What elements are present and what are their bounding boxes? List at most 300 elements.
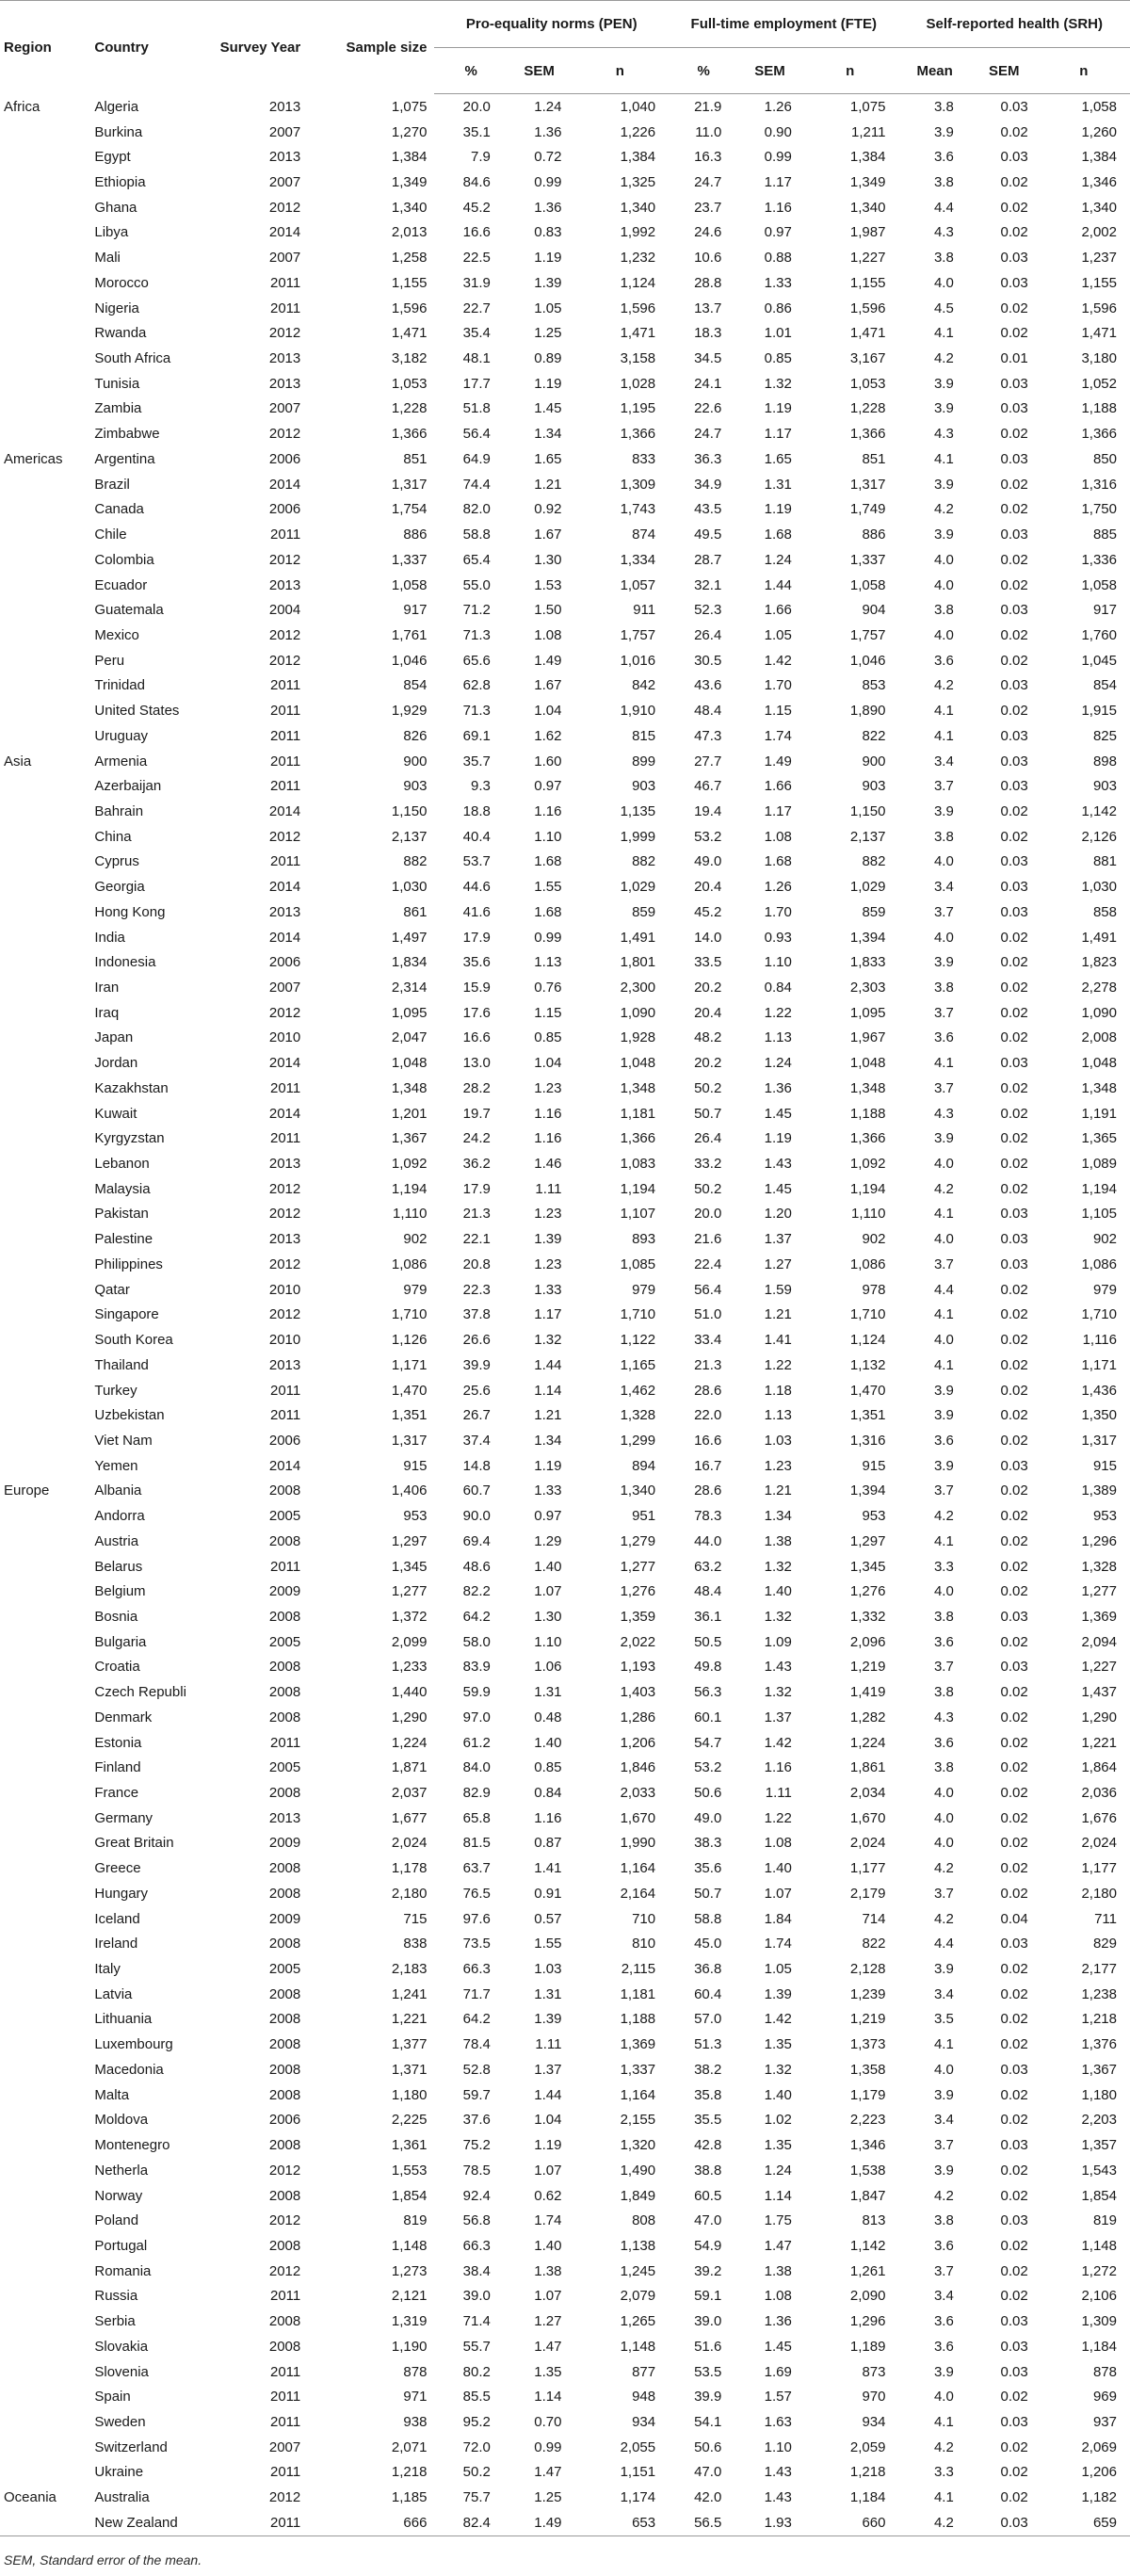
cell-region: [0, 2007, 94, 2033]
cell-fte-sem: 1.74: [764, 727, 792, 744]
cell-survey-year: 2007: [268, 174, 301, 191]
table-row: [0, 220, 1130, 246]
cell-fte-pct: 39.9: [694, 2389, 722, 2406]
cell-country: Finland: [94, 1759, 141, 1776]
cell-sample-size: 1,258: [391, 250, 428, 267]
cell-fte-sem: 1.68: [764, 853, 792, 870]
cell-sample-size: 882: [403, 853, 428, 870]
cell-survey-year: 2007: [268, 123, 301, 140]
cell-fte-sem: 1.42: [764, 1734, 792, 1751]
cell-fte-pct: 39.2: [694, 2262, 722, 2279]
cell-pen-pct: 80.2: [462, 2363, 491, 2380]
cell-srh-n: 1,854: [1081, 2187, 1117, 2204]
table-row: [0, 1303, 1130, 1328]
cell-region: Oceania: [4, 2489, 56, 2506]
cell-pen-n: 948: [632, 2389, 656, 2406]
cell-fte-pct: 39.0: [694, 2313, 722, 2330]
cell-srh-n: 903: [1092, 778, 1117, 795]
cell-fte-sem: 1.43: [764, 2464, 792, 2481]
cell-srh-n: 1,864: [1081, 1759, 1117, 1776]
cell-fte-sem: 1.21: [764, 1482, 792, 1499]
cell-fte-pct: 27.7: [694, 753, 722, 770]
cell-fte-n: 1,297: [849, 1532, 886, 1549]
cell-srh-mean: 4.0: [933, 853, 954, 870]
cell-srh-n: 1,184: [1081, 2338, 1117, 2355]
cell-country: Luxembourg: [94, 2036, 173, 2053]
cell-survey-year: 2009: [268, 1583, 301, 1600]
cell-fte-sem: 1.40: [764, 1583, 792, 1600]
cell-pen-pct: 31.9: [462, 274, 491, 291]
cell-fte-sem: 1.47: [764, 2237, 792, 2254]
cell-srh-sem: 0.03: [1000, 2137, 1028, 2154]
cell-region: [0, 547, 94, 573]
cell-fte-n: 1,227: [849, 250, 886, 267]
cell-fte-sem: 1.42: [764, 2011, 792, 2028]
cell-survey-year: 2008: [268, 2137, 301, 2154]
cell-fte-n: 1,749: [849, 501, 886, 518]
cell-srh-mean: 4.2: [933, 501, 954, 518]
cell-sample-size: 1,277: [391, 1583, 428, 1600]
cell-sample-size: 1,440: [391, 1684, 428, 1701]
cell-pen-n: 2,033: [620, 1785, 656, 1802]
table-row: [0, 1126, 1130, 1151]
cell-fte-n: 1,228: [849, 400, 886, 417]
cell-srh-sem: 0.03: [1000, 2363, 1028, 2380]
cell-srh-mean: 3.9: [933, 1407, 954, 1424]
cell-fte-pct: 48.4: [694, 1583, 722, 1600]
cell-country: Austria: [94, 1532, 139, 1549]
cell-sample-size: 1,110: [392, 1206, 428, 1223]
cell-country: Ecuador: [94, 576, 148, 593]
cell-survey-year: 2013: [268, 576, 301, 593]
cell-pen-pct: 41.6: [462, 903, 491, 920]
cell-country: Thailand: [94, 1356, 149, 1373]
cell-srh-mean: 4.0: [933, 551, 954, 568]
cell-region: [0, 1000, 94, 1026]
cell-fte-pct: 42.8: [694, 2137, 722, 2154]
cell-pen-n: 1,040: [620, 98, 656, 115]
cell-pen-n: 1,048: [620, 1055, 656, 1072]
cell-srh-n: 1,290: [1081, 1709, 1117, 1725]
cell-pen-sem: 1.53: [534, 576, 562, 593]
cell-sample-size: 1,384: [391, 149, 428, 166]
cell-fte-pct: 34.5: [694, 350, 722, 367]
cell-region: [0, 1579, 94, 1604]
cell-srh-n: 1,148: [1081, 2237, 1117, 2254]
cell-pen-sem: 0.76: [534, 980, 562, 996]
cell-srh-mean: 3.7: [933, 1256, 954, 1272]
cell-fte-n: 1,987: [849, 224, 886, 241]
cell-survey-year: 2014: [268, 1105, 301, 1122]
cell-pen-sem: 0.99: [534, 2438, 562, 2455]
cell-fte-pct: 33.5: [694, 954, 722, 971]
cell-srh-n: 1,389: [1081, 1482, 1117, 1499]
cell-fte-sem: 0.99: [764, 149, 792, 166]
cell-pen-n: 1,174: [620, 2489, 656, 2506]
cell-country: Cyprus: [94, 853, 139, 870]
cell-region: [0, 421, 94, 446]
cell-pen-sem: 0.97: [534, 778, 562, 795]
cell-pen-n: 1,348: [620, 1079, 656, 1096]
cell-country: Sweden: [94, 2413, 146, 2430]
cell-srh-sem: 0.01: [1000, 350, 1028, 367]
cell-pen-sem: 1.33: [534, 1281, 562, 1298]
cell-srh-n: 1,366: [1081, 426, 1117, 443]
cell-sample-size: 2,137: [391, 828, 428, 845]
cell-fte-n: 1,316: [849, 1432, 886, 1449]
cell-fte-pct: 38.3: [694, 1835, 722, 1852]
cell-srh-sem: 0.03: [1000, 450, 1028, 467]
cell-pen-n: 1,801: [620, 954, 656, 971]
cell-pen-pct: 75.2: [462, 2137, 491, 2154]
cell-fte-n: 1,029: [849, 879, 886, 896]
cell-fte-pct: 22.0: [694, 1407, 722, 1424]
cell-country: Mali: [94, 250, 121, 267]
cell-pen-sem: 1.50: [534, 602, 562, 619]
cell-pen-pct: 71.3: [462, 703, 491, 720]
cell-sample-size: 1,337: [391, 551, 428, 568]
cell-pen-pct: 28.2: [462, 1079, 491, 1096]
cell-srh-n: 1,369: [1081, 1608, 1117, 1625]
cell-fte-pct: 50.2: [694, 1079, 722, 1096]
cell-srh-n: 2,106: [1081, 2288, 1117, 2305]
table-row: [0, 1076, 1130, 1101]
cell-sample-size: 1,348: [391, 1079, 428, 1096]
cell-sample-size: 3,182: [391, 350, 428, 367]
cell-survey-year: 2011: [269, 853, 301, 870]
cell-fte-sem: 1.20: [764, 1206, 792, 1223]
cell-fte-n: 1,861: [849, 1759, 886, 1776]
cell-srh-sem: 0.02: [1000, 1583, 1028, 1600]
cell-srh-n: 1,206: [1081, 2464, 1117, 2481]
table-row: [0, 2259, 1130, 2284]
cell-fte-n: 1,046: [849, 652, 886, 669]
cell-sample-size: 2,183: [391, 1961, 428, 1978]
cell-region: [0, 1956, 94, 1982]
cell-srh-sem: 0.02: [1000, 1079, 1028, 1096]
cell-srh-mean: 3.6: [933, 149, 954, 166]
cell-pen-pct: 18.8: [462, 802, 491, 819]
cell-survey-year: 2011: [269, 727, 301, 744]
cell-fte-n: 1,967: [849, 1029, 886, 1046]
cell-fte-pct: 20.4: [694, 879, 722, 896]
cell-sample-size: 1,471: [391, 325, 428, 342]
cell-pen-n: 874: [632, 527, 656, 543]
cell-pen-sem: 1.29: [534, 1532, 562, 1549]
cell-fte-n: 934: [862, 2413, 886, 2430]
cell-fte-pct: 49.8: [694, 1659, 722, 1676]
cell-pen-n: 1,122: [620, 1332, 656, 1349]
cell-sample-size: 2,225: [391, 2112, 428, 2129]
cell-fte-pct: 20.2: [694, 980, 722, 996]
cell-pen-n: 1,491: [620, 929, 656, 946]
table-row: [0, 597, 1130, 623]
table-row: [0, 1226, 1130, 1252]
cell-fte-sem: 1.19: [764, 1130, 792, 1147]
cell-region: [0, 1806, 94, 1831]
cell-pen-n: 2,115: [621, 1961, 656, 1978]
cell-survey-year: 2011: [269, 753, 301, 770]
cell-survey-year: 2014: [268, 879, 301, 896]
cell-srh-n: 1,365: [1081, 1130, 1117, 1147]
cell-fte-sem: 1.38: [764, 1532, 792, 1549]
cell-fte-sem: 1.24: [764, 1055, 792, 1072]
cell-pen-sem: 1.07: [534, 2162, 562, 2179]
cell-srh-mean: 3.8: [933, 828, 954, 845]
cell-fte-sem: 1.93: [738, 2510, 801, 2535]
cell-srh-mean: 3.6: [933, 2237, 954, 2254]
cell-sample-size: 1,233: [391, 1659, 428, 1676]
cell-srh-sem: 0.02: [1000, 1809, 1028, 1826]
cell-pen-sem: 1.17: [534, 1306, 562, 1323]
cell-fte-pct: 33.2: [694, 1156, 722, 1173]
cell-fte-sem: 0.90: [764, 123, 792, 140]
cell-pen-pct: 22.7: [462, 300, 491, 316]
cell-fte-pct: 38.2: [694, 2061, 722, 2078]
cell-fte-pct: 53.2: [694, 828, 722, 845]
table-body: [0, 94, 1130, 2536]
cell-fte-pct: 45.2: [694, 903, 722, 920]
cell-srh-n: 1,710: [1081, 1306, 1117, 1323]
cell-region: [0, 245, 94, 270]
cell-survey-year: 2007: [268, 400, 301, 417]
cell-country: Serbia: [94, 2313, 136, 2330]
cell-pen-sem: 1.16: [534, 1105, 562, 1122]
cell-survey-year: 2008: [268, 1482, 301, 1499]
cell-srh-mean: 4.3: [933, 1105, 954, 1122]
cell-sample-size: 1,367: [391, 1130, 428, 1147]
cell-country: Zambia: [94, 400, 142, 417]
cell-region: [0, 1126, 94, 1151]
cell-fte-pct: 28.7: [694, 551, 722, 568]
cell-sample-size: 979: [403, 1281, 428, 1298]
cell-region: [0, 1151, 94, 1176]
cell-fte-n: 1,890: [849, 703, 886, 720]
cell-fte-sem: 1.19: [764, 400, 792, 417]
cell-fte-pct: 21.3: [694, 1356, 722, 1373]
cell-srh-sem: 0.03: [1000, 1608, 1028, 1625]
cell-srh-n: 1,177: [1081, 1860, 1117, 1877]
cell-srh-mean: 3.9: [933, 802, 954, 819]
cell-country: France: [94, 1785, 139, 1802]
cell-pen-pct: 58.0: [462, 1633, 491, 1650]
cell-srh-mean: 3.7: [933, 1482, 954, 1499]
cell-region: Europe: [4, 1482, 50, 1499]
cell-pen-pct: 26.6: [462, 1332, 491, 1349]
cell-pen-n: 1,320: [620, 2137, 656, 2154]
cell-srh-mean: 3.7: [933, 2262, 954, 2279]
table-row: [0, 1026, 1130, 1051]
table-row: [0, 2208, 1130, 2233]
cell-survey-year: 2014: [268, 929, 301, 946]
cell-srh-sem: 0.02: [1000, 2086, 1028, 2103]
cell-sample-size: 1,754: [391, 501, 428, 518]
cell-srh-mean: 4.0: [933, 1809, 954, 1826]
cell-region: [0, 2208, 94, 2233]
cell-sample-size: 2,013: [391, 224, 428, 241]
cell-pen-sem: 1.07: [534, 1583, 562, 1600]
cell-region: [0, 220, 94, 246]
table-row: [0, 1629, 1130, 1655]
cell-fte-pct: 49.0: [694, 853, 722, 870]
cell-srh-mean: 3.9: [933, 1457, 954, 1474]
cell-fte-n: 1,373: [849, 2036, 886, 2053]
header-sample-size: Sample size: [308, 1, 434, 94]
cell-srh-sem: 0.02: [1000, 2112, 1028, 2129]
cell-srh-sem: 0.03: [1000, 903, 1028, 920]
cell-fte-n: 1,188: [849, 1105, 886, 1122]
table-row: [0, 2460, 1130, 2486]
cell-region: [0, 799, 94, 824]
cell-region: [0, 1428, 94, 1453]
table-row: [0, 1529, 1130, 1554]
table-row: [0, 1402, 1130, 1428]
cell-pen-n: 833: [632, 450, 656, 467]
cell-pen-pct: 83.9: [462, 1659, 491, 1676]
cell-pen-sem: 0.97: [534, 1508, 562, 1525]
cell-fte-sem: 1.10: [764, 2438, 792, 2455]
cell-fte-sem: 1.32: [764, 375, 792, 392]
cell-srh-sem: 0.02: [1000, 1508, 1028, 1525]
cell-srh-sem: 0.02: [1000, 1734, 1028, 1751]
cell-fte-pct: 24.6: [694, 224, 722, 241]
table-row: [0, 2334, 1130, 2359]
cell-region: [0, 2032, 94, 2057]
cell-fte-sem: 0.97: [764, 224, 792, 241]
cell-fte-pct: 34.9: [694, 476, 722, 493]
cell-pen-n: 1,286: [620, 1709, 656, 1725]
cell-srh-sem: 0.02: [1000, 1130, 1028, 1147]
cell-fte-sem: 1.42: [764, 652, 792, 669]
cell-fte-sem: 1.70: [764, 677, 792, 694]
cell-survey-year: 2012: [268, 1004, 301, 1021]
cell-pen-sem: 1.35: [534, 2363, 562, 2380]
cell-srh-sem: 0.02: [1000, 980, 1028, 996]
cell-pen-sem: 1.68: [534, 903, 562, 920]
cell-srh-mean: 4.5: [933, 300, 954, 316]
cell-country: Armenia: [94, 753, 148, 770]
cell-country: Poland: [94, 2212, 139, 2229]
cell-fte-sem: 1.59: [764, 1281, 792, 1298]
cell-pen-sem: 1.49: [508, 2510, 572, 2535]
cell-srh-n: 1,367: [1081, 2061, 1117, 2078]
cell-sample-size: 1,345: [391, 1558, 428, 1575]
cell-fte-pct: 36.8: [694, 1961, 722, 1978]
cell-sample-size: 1,075: [391, 98, 428, 115]
cell-fte-pct: 16.7: [694, 1457, 722, 1474]
cell-pen-sem: 1.10: [534, 828, 562, 845]
cell-srh-sem: 0.02: [1000, 1482, 1028, 1499]
table-row: [0, 2384, 1130, 2409]
cell-fte-pct: 32.1: [694, 576, 722, 593]
cell-srh-sem: 0.02: [1000, 703, 1028, 720]
cell-fte-pct: 19.4: [694, 802, 722, 819]
cell-sample-size: 1,148: [391, 2237, 428, 2254]
cell-srh-mean: 4.1: [933, 2489, 954, 2506]
cell-srh-sem: 0.02: [1000, 501, 1028, 518]
cell-srh-sem: 0.03: [1000, 527, 1028, 543]
table-row: [0, 749, 1130, 774]
cell-country: Russia: [94, 2288, 138, 2305]
header-fte: Full-time employment (FTE): [669, 1, 898, 48]
cell-survey-year: 2011: [269, 1079, 301, 1096]
cell-pen-sem: 1.14: [534, 2389, 562, 2406]
cell-fte-pct: 35.6: [694, 1860, 722, 1877]
cell-survey-year: 2011: [269, 778, 301, 795]
cell-pen-sem: 0.91: [534, 1885, 562, 1902]
cell-srh-n: 1,915: [1081, 703, 1117, 720]
cell-pen-sem: 1.39: [534, 1231, 562, 1248]
cell-fte-n: 2,059: [849, 2438, 886, 2455]
cell-srh-mean: 3.9: [933, 2086, 954, 2103]
cell-country: Jordan: [94, 1055, 138, 1072]
cell-pen-pct: 81.5: [462, 1835, 491, 1852]
subheader-fte-pct: %: [669, 48, 738, 94]
cell-pen-sem: 1.65: [534, 450, 562, 467]
table-row: [0, 2108, 1130, 2133]
table-row: [0, 1503, 1130, 1529]
cell-srh-mean: 4.3: [933, 224, 954, 241]
cell-fte-sem: 0.86: [764, 300, 792, 316]
cell-survey-year: 2014: [268, 1457, 301, 1474]
cell-survey-year: 2013: [268, 1356, 301, 1373]
cell-pen-pct: 17.9: [462, 929, 491, 946]
cell-sample-size: 1,553: [391, 2162, 428, 2179]
cell-srh-n: 1,030: [1081, 879, 1117, 896]
cell-pen-pct: 71.4: [462, 2313, 491, 2330]
cell-country: Australia: [94, 2489, 150, 2506]
cell-sample-size: 878: [403, 2363, 428, 2380]
cell-srh-mean: 3.9: [933, 476, 954, 493]
cell-fte-sem: 1.37: [764, 1709, 792, 1725]
cell-srh-sem: 0.03: [1000, 2061, 1028, 2078]
cell-srh-sem: 0.02: [1000, 551, 1028, 568]
table-row: [0, 1655, 1130, 1680]
cell-region: [0, 2384, 94, 2409]
cell-survey-year: 2011: [269, 2413, 301, 2430]
cell-srh-sem: 0.03: [971, 2510, 1038, 2535]
cell-fte-pct: 58.8: [694, 1910, 722, 1927]
table-row: [0, 195, 1130, 220]
cell-srh-mean: 4.1: [933, 727, 954, 744]
cell-fte-pct: 53.2: [694, 1759, 722, 1776]
cell-pen-pct: 71.7: [462, 1985, 491, 2002]
cell-srh-n: 2,024: [1081, 1835, 1117, 1852]
table-row: [0, 1730, 1130, 1756]
cell-fte-pct: 21.6: [694, 1231, 722, 1248]
cell-pen-pct: 65.6: [462, 652, 491, 669]
subheader-srh-n: n: [1038, 48, 1130, 94]
cell-pen-sem: 1.16: [534, 1130, 562, 1147]
table-row: [0, 1479, 1130, 1504]
cell-pen-pct: 75.7: [462, 2489, 491, 2506]
table-row: [0, 1982, 1130, 2007]
cell-pen-pct: 19.7: [462, 1105, 491, 1122]
cell-fte-n: 1,384: [849, 149, 886, 166]
cell-fte-sem: 0.84: [764, 980, 792, 996]
cell-region: [0, 1755, 94, 1780]
cell-pen-pct: 92.4: [462, 2187, 491, 2204]
cell-region: [0, 1402, 94, 1428]
cell-srh-sem: 0.02: [1000, 1633, 1028, 1650]
cell-region: [0, 673, 94, 699]
cell-sample-size: 917: [403, 602, 428, 619]
cell-sample-size: 2,180: [391, 1885, 428, 1902]
cell-srh-mean: 3.9: [933, 375, 954, 392]
table-row: [0, 1705, 1130, 1730]
cell-survey-year: 2008: [268, 1985, 301, 2002]
cell-pen-n: 1,245: [620, 2262, 656, 2279]
